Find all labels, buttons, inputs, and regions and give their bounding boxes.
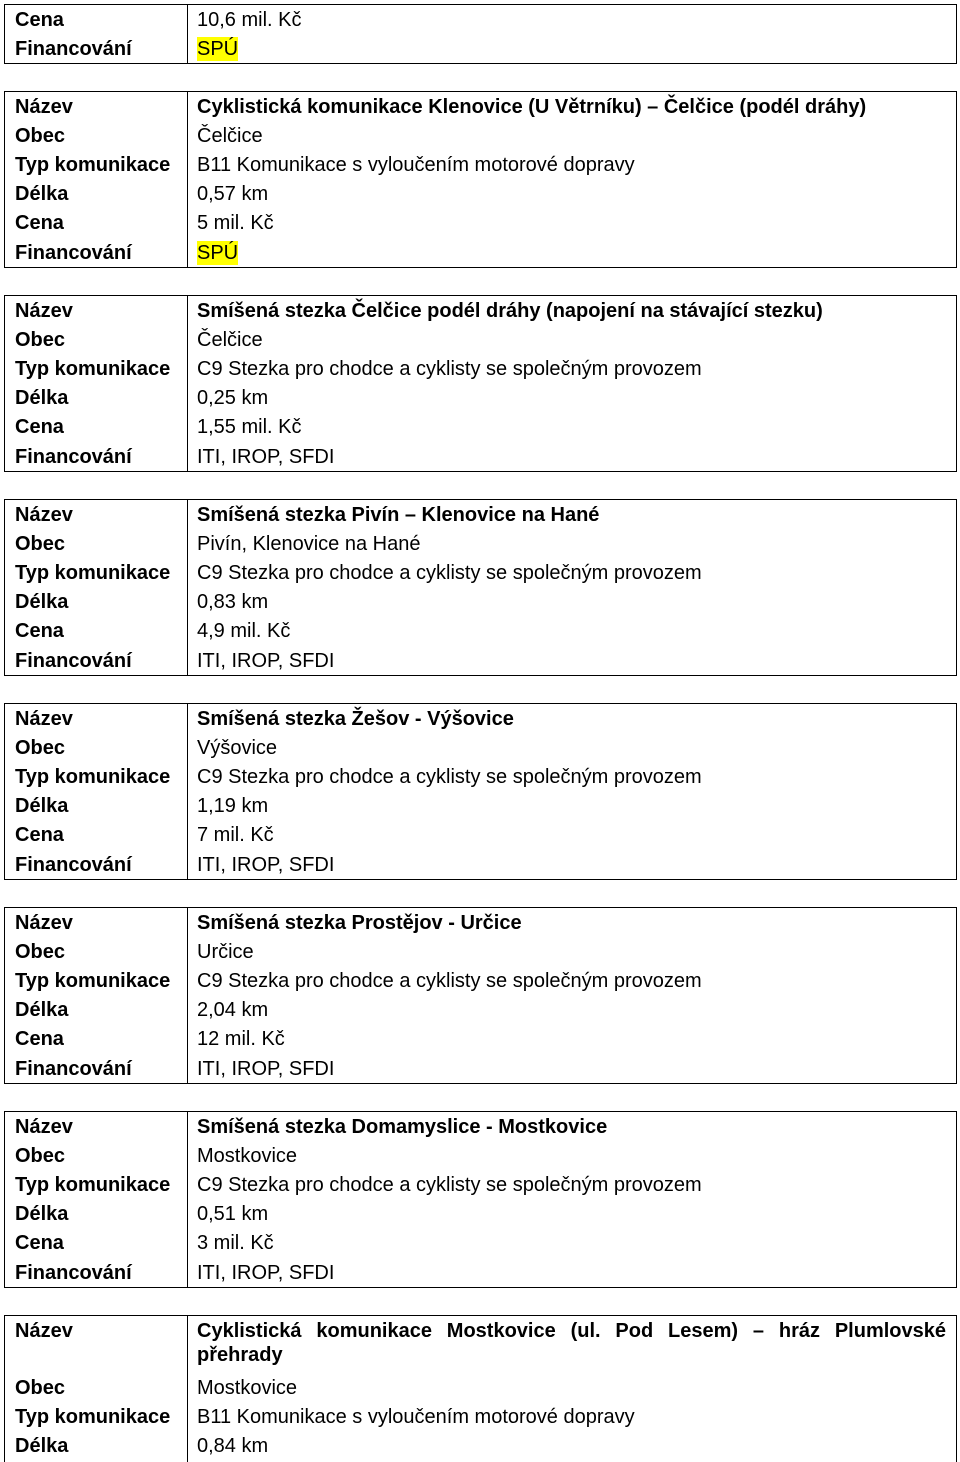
value-municipality: Pivín, Klenovice na Hané (197, 532, 421, 555)
value-type: C9 Stezka pro chodce a cyklisty se společným provozem (197, 1173, 702, 1196)
value-municipality: Čelčice (197, 328, 263, 351)
value-type: C9 Stezka pro chodce a cyklisty se společným provozem (197, 765, 702, 788)
label-length: Délka (15, 183, 69, 206)
row-price (5, 209, 956, 238)
row-municipality (5, 121, 956, 150)
label-funding: Financování (15, 241, 132, 264)
row-funding (5, 1258, 956, 1287)
label-type: Typ komunikace (15, 765, 171, 788)
value-funding: ITI, IROP, SFDI (197, 853, 335, 876)
row-municipality (5, 1141, 956, 1170)
row-name (5, 500, 956, 529)
label-municipality: Obec (15, 1376, 66, 1399)
row-municipality (5, 937, 956, 966)
value-price: 12 mil. Kč (197, 1028, 285, 1051)
label-type: Typ komunikace (15, 1405, 171, 1428)
value-name: Cyklistická komunikace Mostkovice (ul. Pod Lesem) – hráz Plumlovské přehrady (197, 1320, 946, 1366)
row-price (5, 1025, 956, 1054)
row-type (5, 558, 956, 587)
value-name: Smíšená stezka Domamyslice - Mostkovice (197, 1115, 608, 1138)
label-length: Délka (15, 795, 69, 818)
row-municipality (5, 1373, 956, 1402)
value-length: 0,83 km (197, 591, 269, 614)
value-municipality: Čelčice (197, 124, 263, 147)
row-name (5, 92, 956, 121)
row-length (5, 384, 956, 413)
label-name: Název (15, 707, 73, 730)
row-length (5, 1431, 956, 1460)
row-length (5, 1200, 956, 1229)
label-municipality: Obec (15, 532, 66, 555)
label-length: Délka (15, 1203, 69, 1226)
label-type: Typ komunikace (15, 1173, 171, 1196)
label-municipality: Obec (15, 124, 66, 147)
value-length: 0,51 km (197, 1203, 269, 1226)
record-4 (4, 703, 957, 880)
label-name: Název (15, 1115, 73, 1138)
row-price (5, 413, 956, 442)
label-name: Název (15, 1320, 73, 1342)
record-3 (4, 499, 957, 676)
value-municipality: Výšovice (197, 736, 278, 759)
row-type (5, 1170, 956, 1199)
value-price: 7 mil. Kč (197, 824, 274, 847)
row-funding (5, 850, 956, 879)
value-price: 5 mil. Kč (197, 212, 274, 235)
value-type: C9 Stezka pro chodce a cyklisty se společným provozem (197, 969, 702, 992)
row-name (5, 908, 956, 937)
value-length: 2,04 km (197, 999, 269, 1022)
value-price: 1,55 mil. Kč (197, 416, 302, 439)
row-length (5, 792, 956, 821)
value-funding: ITI, IROP, SFDI (197, 1057, 335, 1080)
label-municipality: Obec (15, 1144, 66, 1167)
value-length: 0,25 km (197, 387, 269, 410)
label-type: Typ komunikace (15, 153, 171, 176)
label-funding: Financování (15, 649, 132, 672)
row-type (5, 762, 956, 791)
row-price (5, 821, 956, 850)
label-length: Délka (15, 387, 69, 410)
label-price: Cena (15, 824, 64, 847)
value-type: B11 Komunikace s vyloučením motorové dopravy (197, 153, 635, 176)
value-name: Smíšená stezka Žešov - Výšovice (197, 707, 514, 730)
record-partial-top (4, 4, 957, 64)
label-funding: Financování (15, 445, 132, 468)
label-type: Typ komunikace (15, 969, 171, 992)
label-name: Název (15, 503, 73, 526)
row-price (5, 5, 956, 34)
row-funding (5, 1054, 956, 1083)
label-funding: Financování (15, 1261, 132, 1284)
label-length: Délka (15, 999, 69, 1022)
label-length: Délka (15, 591, 69, 614)
label-name: Název (15, 95, 73, 118)
label-name: Název (15, 299, 73, 322)
record-2 (4, 295, 957, 472)
value-length: 0,57 km (197, 183, 269, 206)
highlighted-funding: SPÚ (197, 241, 239, 264)
value-length: 0,84 km (197, 1434, 269, 1457)
row-municipality (5, 325, 956, 354)
value-length: 1,19 km (197, 795, 269, 818)
value-municipality: Mostkovice (197, 1144, 298, 1167)
value-municipality: Určice (197, 940, 254, 963)
row-type (5, 354, 956, 383)
label-funding: Financování (15, 1057, 132, 1080)
label-price: Cena (15, 8, 64, 31)
record-1 (4, 91, 957, 268)
label-price: Cena (15, 416, 64, 439)
value-funding (187, 241, 956, 265)
label-price: Cena (15, 1028, 64, 1051)
value-price: 3 mil. Kč (197, 1232, 274, 1255)
label-type: Typ komunikace (15, 357, 171, 380)
label-name: Název (15, 911, 73, 934)
label-price: Cena (15, 212, 64, 235)
label-funding: Financování (15, 37, 132, 60)
row-name (5, 1316, 956, 1373)
label-length: Délka (15, 1434, 69, 1457)
row-length (5, 180, 956, 209)
row-funding (5, 238, 956, 267)
row-name (5, 296, 956, 325)
value-funding (187, 37, 956, 61)
label-municipality: Obec (15, 328, 66, 351)
label-municipality: Obec (15, 940, 66, 963)
row-municipality (5, 529, 956, 558)
row-municipality (5, 733, 956, 762)
row-type (5, 150, 956, 179)
label-funding: Financování (15, 853, 132, 876)
value-type: C9 Stezka pro chodce a cyklisty se společným provozem (197, 561, 702, 584)
label-type: Typ komunikace (15, 561, 171, 584)
value-name: Smíšená stezka Prostějov - Určice (197, 911, 522, 934)
row-length (5, 588, 956, 617)
value-municipality: Mostkovice (197, 1376, 298, 1399)
row-name (5, 1112, 956, 1141)
value-funding: ITI, IROP, SFDI (197, 1261, 335, 1284)
record-6 (4, 1111, 957, 1288)
value-funding: ITI, IROP, SFDI (197, 649, 335, 672)
value-type: B11 Komunikace s vyloučením motorové dopravy (197, 1405, 635, 1428)
row-price (5, 617, 956, 646)
row-length (5, 996, 956, 1025)
row-type (5, 966, 956, 995)
highlighted-funding: SPÚ (197, 37, 239, 60)
value-funding: ITI, IROP, SFDI (197, 445, 335, 468)
row-type (5, 1402, 956, 1431)
row-price (5, 1229, 956, 1258)
value-type: C9 Stezka pro chodce a cyklisty se společným provozem (197, 357, 702, 380)
row-funding (5, 442, 956, 471)
label-price: Cena (15, 1232, 64, 1255)
row-funding (5, 34, 956, 63)
value-name: Smíšená stezka Pivín – Klenovice na Hané (197, 503, 600, 526)
record-partial-bottom (4, 1315, 957, 1462)
row-name (5, 704, 956, 733)
label-price: Cena (15, 620, 64, 643)
value-name: Smíšená stezka Čelčice podél dráhy (napojení na stávající stezku) (197, 299, 823, 322)
value-name: Cyklistická komunikace Klenovice (U Větrníku) – Čelčice (podél dráhy) (197, 95, 867, 118)
value-price: 4,9 mil. Kč (197, 620, 291, 643)
value-price: 10,6 mil. Kč (197, 8, 302, 31)
label-municipality: Obec (15, 736, 66, 759)
row-funding (5, 646, 956, 675)
record-5 (4, 907, 957, 1084)
